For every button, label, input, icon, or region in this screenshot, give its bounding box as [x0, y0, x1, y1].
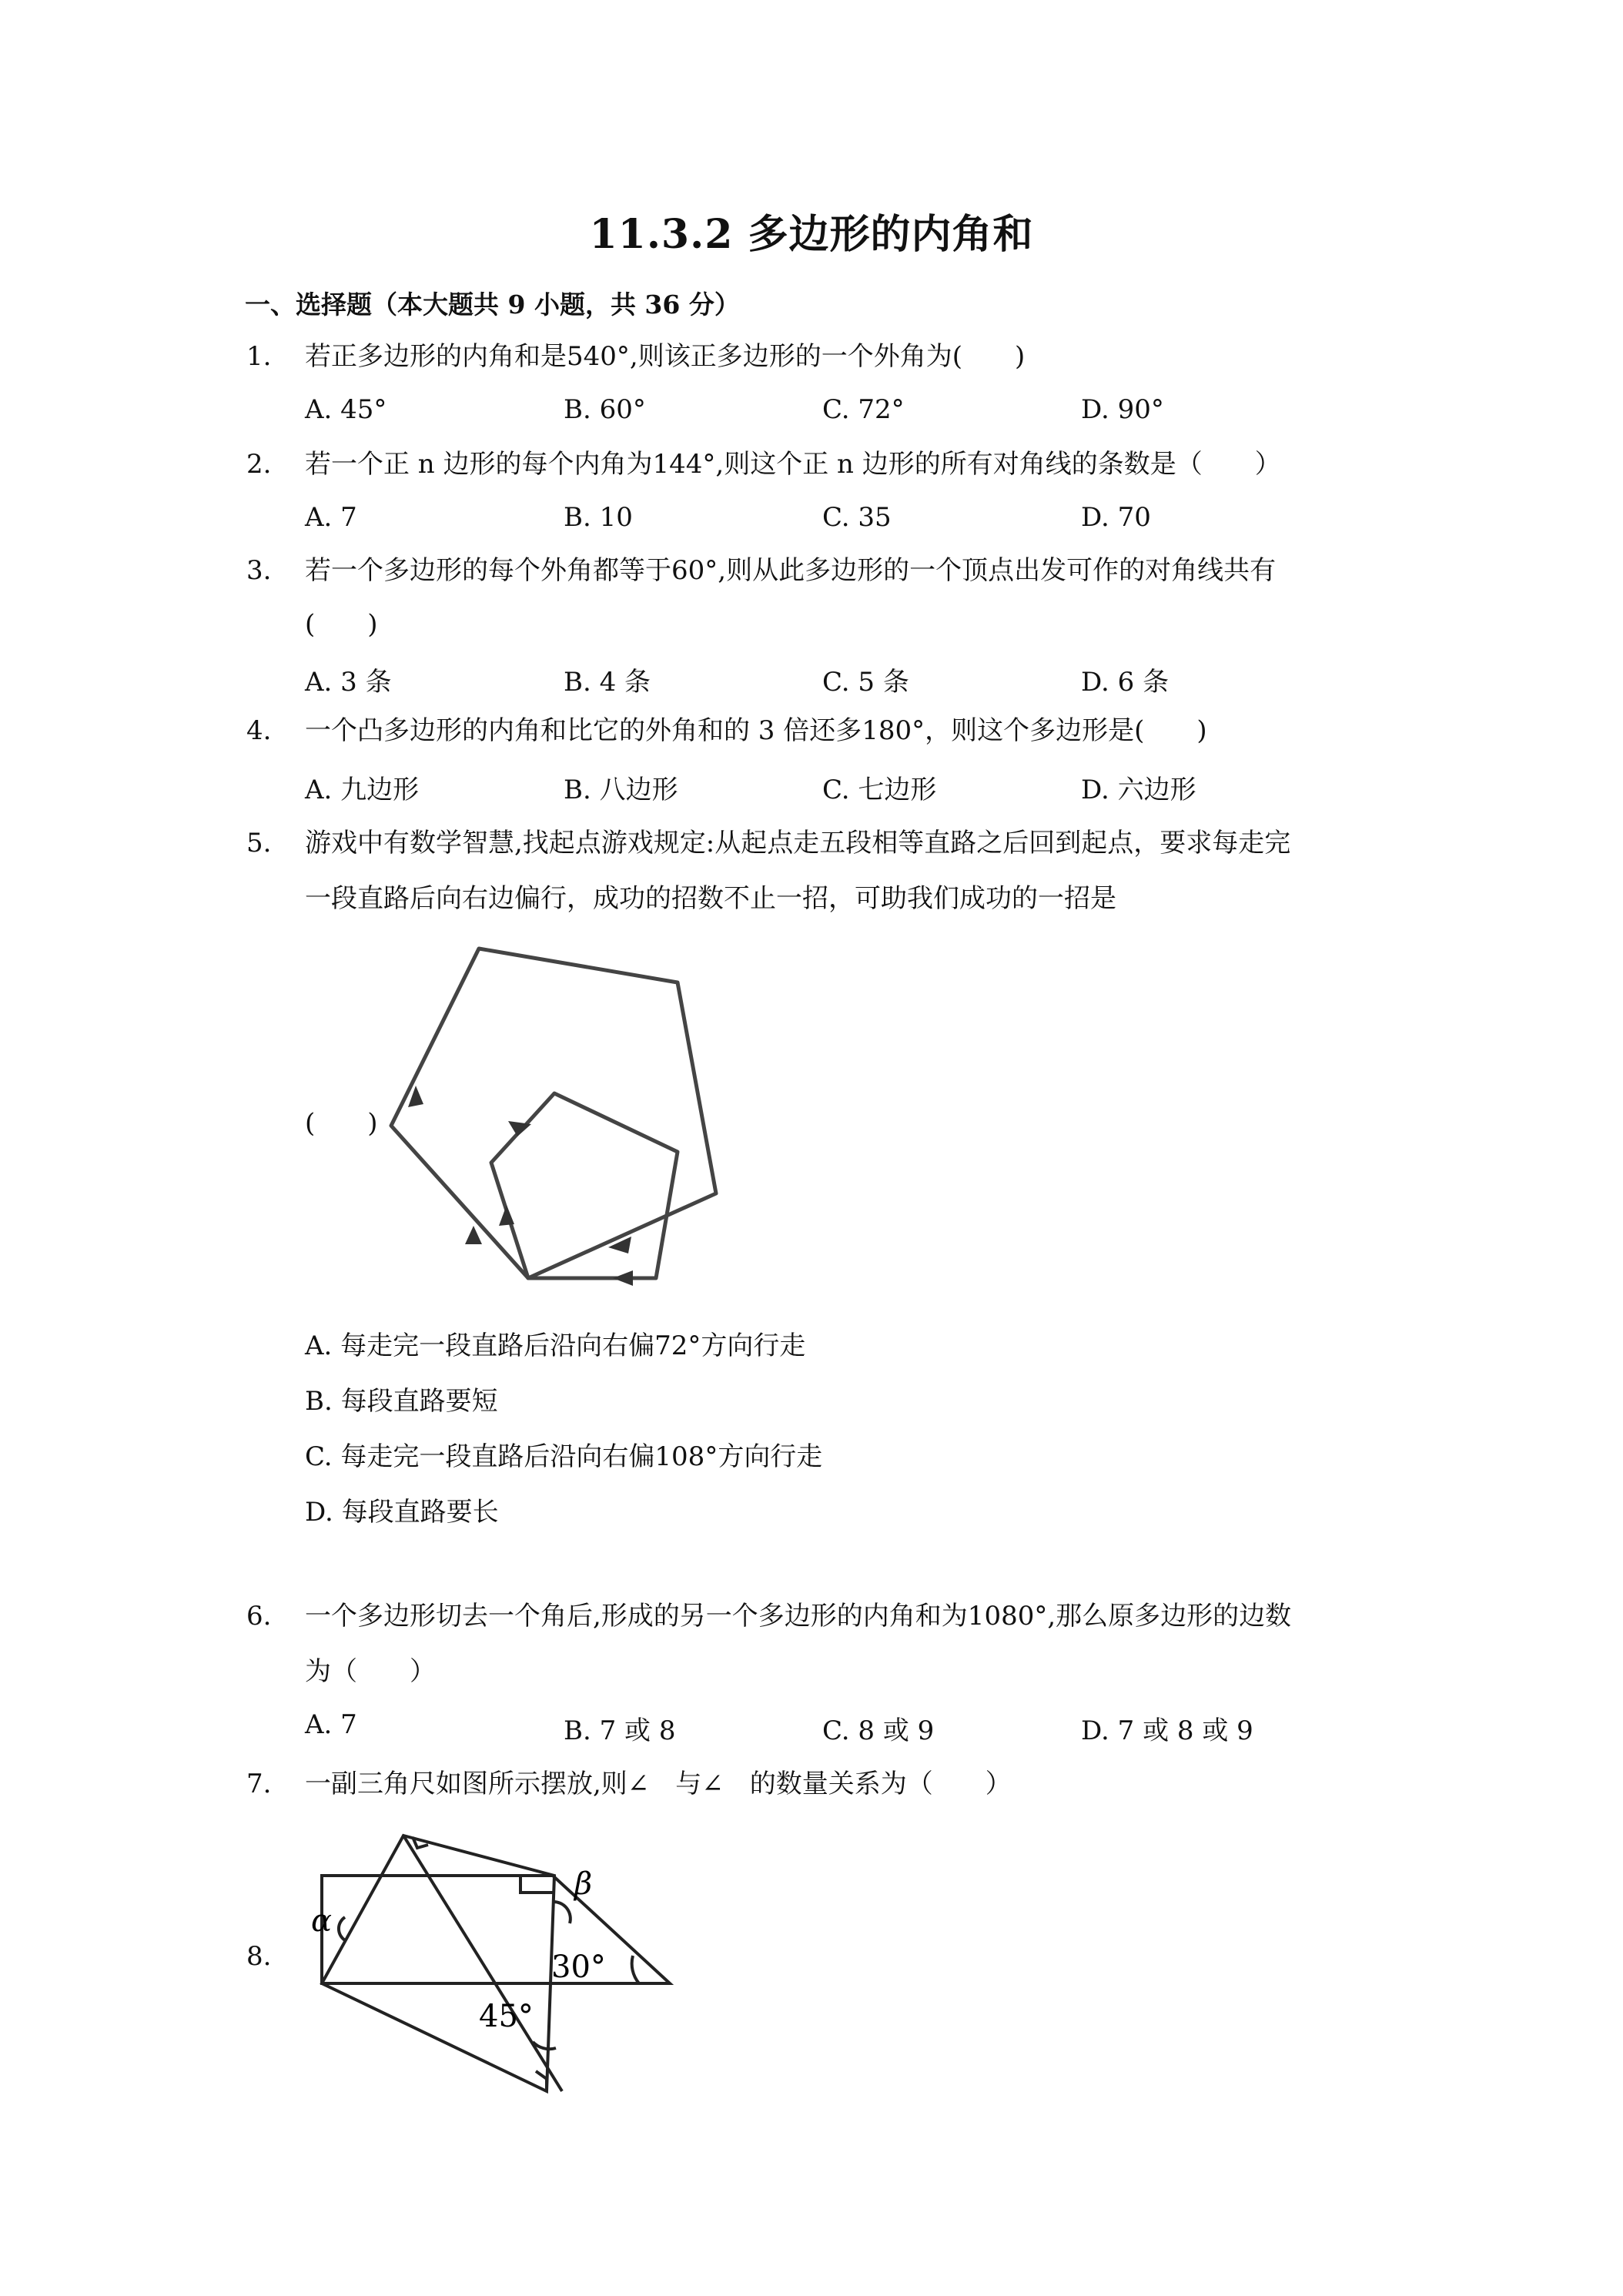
option-d[interactable]: D. 六边形 — [1081, 775, 1196, 805]
question-number: 1. — [246, 341, 272, 372]
option-d[interactable]: D. 每段直路要长 — [305, 1497, 499, 1528]
question-text-line2: ( ) — [305, 609, 378, 640]
question-number: 2. — [246, 449, 272, 480]
option-b[interactable]: B. 7 或 8 — [564, 1715, 676, 1746]
option-a[interactable]: A. 7 — [305, 502, 357, 533]
question-text: 若一个正 n 边形的每个内角为144°,则这个正 n 边形的所有对角线的条数是（ ） — [305, 449, 1281, 480]
question-number: 5. — [246, 828, 272, 858]
question-number: 3. — [246, 555, 272, 586]
question-text-line2: 为（ ） — [305, 1656, 436, 1687]
triangle-45 — [322, 1836, 554, 2091]
option-d[interactable]: D. 90° — [1081, 394, 1164, 425]
option-c[interactable]: C. 七边形 — [822, 775, 937, 805]
alpha-arc — [339, 1917, 345, 1940]
option-a[interactable]: A. 每走完一段直路后沿向右偏72°方向行走 — [305, 1330, 806, 1361]
question-text: 一个多边形切去一个角后,形成的另一个多边形的内角和为1080°,那么原多边形的边数 — [305, 1601, 1292, 1632]
question-number: 6. — [246, 1601, 272, 1632]
question-paren: ( ) — [305, 1108, 378, 1139]
option-a[interactable]: A. 45° — [305, 394, 387, 425]
question-text: 游戏中有数学智慧,找起点游戏规定:从起点走五段相等直路之后回到起点，要求每走完 — [305, 828, 1291, 858]
option-c[interactable]: C. 72° — [822, 394, 905, 425]
question-text: 若正多边形的内角和是540°,则该正多边形的一个外角为( ) — [305, 341, 1026, 372]
option-d[interactable]: D. 70 — [1081, 502, 1151, 533]
angle-30-arc — [632, 1956, 639, 1983]
alpha-label: α — [311, 1903, 333, 1939]
option-a[interactable]: A. 九边形 — [305, 775, 420, 805]
beta-label: β — [574, 1866, 593, 1902]
set-square-figure — [308, 1825, 685, 2102]
option-c[interactable]: C. 每走完一段直路后沿向右偏108°方向行走 — [305, 1441, 823, 1472]
option-b[interactable]: B. 每段直路要短 — [305, 1386, 498, 1417]
angle-45-label: 45° — [479, 1999, 534, 2034]
question-text-line2: 一段直路后向右边偏行，成功的招数不止一招，可助我们成功的一招是 — [305, 883, 1116, 914]
option-b[interactable]: B. 4 条 — [564, 667, 651, 698]
arrow-icon — [499, 1205, 514, 1226]
beta-arc — [553, 1902, 571, 1923]
angle-30-label: 30° — [551, 1950, 606, 1985]
option-c[interactable]: C. 8 或 9 — [822, 1715, 935, 1746]
question-number: 8. — [246, 1941, 272, 1972]
question-number: 7. — [246, 1769, 272, 1799]
question-number: 4. — [246, 715, 272, 746]
option-d[interactable]: D. 7 或 8 或 9 — [1081, 1715, 1253, 1746]
page-title: 11.3.2 多边形的内角和 — [589, 211, 1034, 258]
option-a[interactable]: A. 7 — [305, 1709, 357, 1740]
option-b[interactable]: B. 10 — [564, 502, 633, 533]
arrow-icon — [465, 1226, 482, 1244]
option-b[interactable]: B. 八边形 — [564, 775, 678, 805]
arrow-icon — [613, 1270, 633, 1286]
right-angle-mark — [520, 1876, 553, 1893]
pentagon-path-figure — [377, 939, 731, 1301]
large-pentagon — [391, 949, 716, 1278]
option-a[interactable]: A. 3 条 — [305, 667, 392, 698]
question-text: 一个凸多边形的内角和比它的外角和的 3 倍还多180°，则这个多边形是( ) — [305, 715, 1207, 746]
question-text: 若一个多边形的每个外角都等于60°,则从此多边形的一个顶点出发可作的对角线共有 — [305, 555, 1277, 586]
option-c[interactable]: C. 35 — [822, 502, 892, 533]
option-b[interactable]: B. 60° — [564, 394, 646, 425]
option-d[interactable]: D. 6 条 — [1081, 667, 1170, 698]
small-pentagon — [491, 1093, 678, 1278]
question-text: 一副三角尺如图所示摆放,则∠ 与∠ 的数量关系为（ ） — [305, 1769, 1012, 1799]
option-c[interactable]: C. 5 条 — [822, 667, 909, 698]
section-heading: 一、选择题（本大题共 9 小题，共 36 分） — [245, 290, 740, 320]
triangle-45-edge — [403, 1836, 562, 2091]
